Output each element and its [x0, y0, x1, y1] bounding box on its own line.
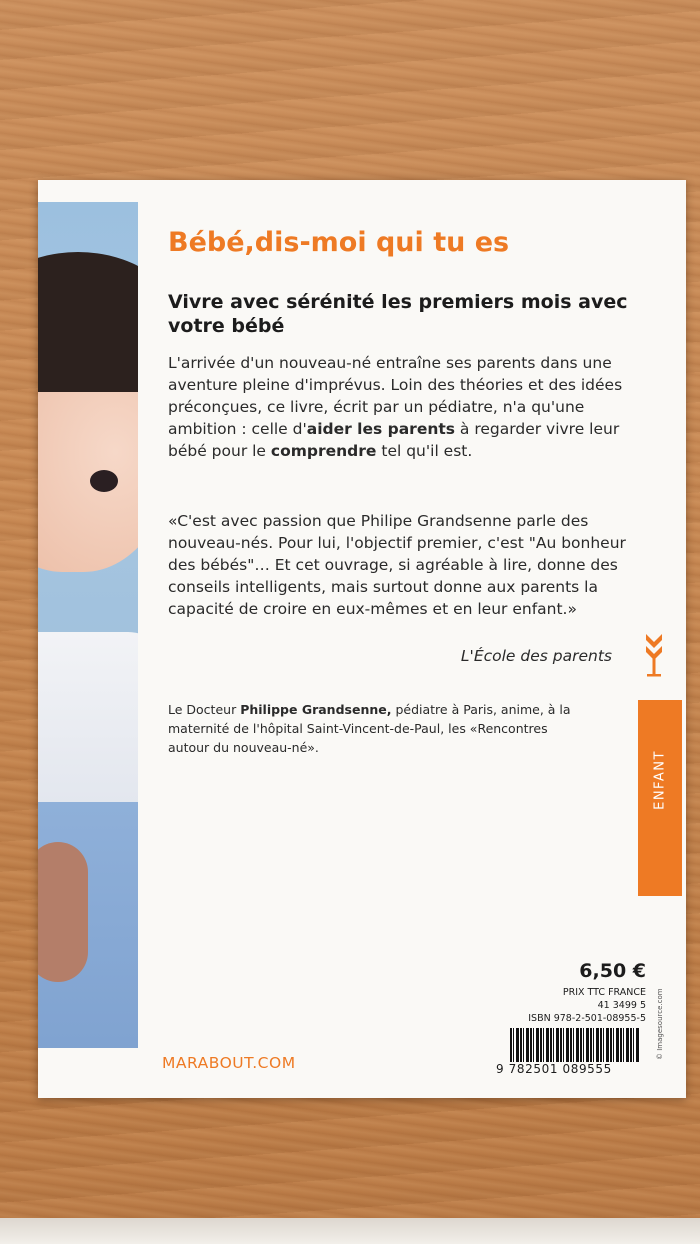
barcode-number: 9 782501 089555	[496, 1062, 612, 1076]
intro-bold-2: comprendre	[270, 442, 377, 460]
quote-source: L'École des parents	[460, 647, 612, 665]
category-label: ENFANT	[652, 750, 668, 810]
author-name: Philippe Grandsenne,	[240, 702, 392, 717]
floor-strip	[0, 1218, 700, 1244]
baby-hair	[38, 252, 138, 392]
author-prefix: Le Docteur	[168, 702, 241, 717]
publisher-logo-icon	[642, 632, 666, 682]
isbn: ISBN 978-2-501-08955-5	[528, 1013, 646, 1024]
publisher-website: MARABOUT.COM	[162, 1054, 296, 1072]
price-label: PRIX TTC FRANCE	[562, 987, 646, 998]
barcode	[510, 1028, 640, 1062]
intro-paragraph	[168, 352, 628, 462]
book-subtitle: Vivre avec sérénité les premiers mois avec votre bébé	[168, 291, 628, 337]
price-meta	[528, 986, 646, 1025]
intro-text-2: à regarder vivre leur bébé pour le	[168, 420, 620, 460]
book-back-cover	[38, 180, 686, 1098]
author-bio	[168, 700, 588, 757]
adult-hand	[38, 842, 88, 982]
image-credit: © Imagesource.com	[656, 988, 664, 1060]
intro-text-3: tel qu'il est.	[376, 442, 473, 460]
baby-photo	[38, 202, 138, 1048]
product-code: 41 3499 5	[597, 1000, 646, 1011]
category-tab	[638, 700, 682, 896]
intro-bold-1: aider les parents	[306, 420, 455, 438]
price: 6,50 €	[579, 960, 646, 982]
baby-eye	[90, 470, 118, 492]
intro-text-1: L'arrivée d'un nouveau-né entraîne ses parents dans une aventure pleine d'imprévus. Loin des théories et des idées préconçues, ce livre, écrit par un pédiatre, n'a qu'une ambition : celle d'	[168, 354, 623, 438]
book-title: Bébé,dis-moi qui tu es	[168, 227, 510, 258]
author-rest: pédiatre à Paris, anime, à la maternité de l'hôpital Saint-Vincent-de-Paul, les «Rencontres autour du nouveau-né».	[168, 702, 571, 755]
review-quote: «C'est avec passion que Philipe Grandsenne parle des nouveau-nés. Pour lui, l'objectif premier, c'est "Au bonheur des bébés"… Et cet ouvrage, si agréable à lire, donne des conseils intelligents, mais surtout donne aux parents la capacité de croire en eux-mêmes et en leur enfant.»	[168, 512, 626, 618]
baby-shirt	[38, 632, 138, 812]
